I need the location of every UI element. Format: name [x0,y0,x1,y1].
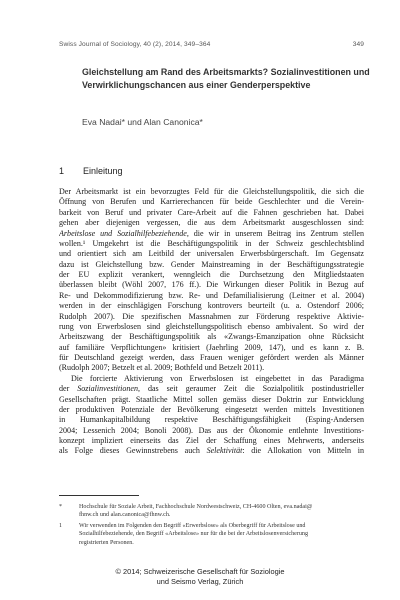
body-line: gehen aber diejenigen vergessen, die aus dem Arbeitsmarkt ausgeschlossen sind: [59,218,364,228]
body-line: der Sozialinvestitionen, das seit geraumer Zeit die Sozialpolitik postindustrieller [59,384,364,394]
body-line: barkeit von Beruf und privater Care-Arbeit auf die Fahnen geschrieben hat. Dabei [59,207,364,217]
footnotes [59,503,364,550]
emphasis: Selektivität [206,446,243,456]
section-title: Einleitung [83,166,123,176]
footnote-text [79,522,364,547]
body-line: (Rudolph 2007; Betzelt et al. 2009; Bothfeld und Betzelt 2011). [59,363,265,373]
body-line: Re- und Dekommodifizierung bzw. Re- und Defamilialisierung (Leitner et al. 2004) [59,290,364,300]
body-line: wollen.¹ Umgekehrt ist die Beschäftigungspolitik in der Schweiz geschlechtsblind [59,238,364,248]
body-text [59,187,364,457]
footnote [59,522,364,547]
body-line: Die forcierte Aktivierung von Erwerbslosen ist eingebettet in das Paradigma [71,373,364,383]
footnote [59,503,364,519]
article-authors: Eva Nadai* und Alan Canonica* [82,117,203,127]
body-line: dazu ist Gleichstellung bzw. Gender Mainstreaming in der Beschäftigungsstrategie [59,259,364,269]
copyright-notice [0,567,400,587]
footnote-line: Wir verwenden im Folgenden den Begriff «Erwerbslose» als Oberbegriff für Arbeitslose und [79,523,306,530]
body-line: Der Arbeitsmarkt ist ein bevorzugtes Feld für die Gleichstellungspolitik, die sich die [59,187,364,196]
copyright-line: und Seismo Verlag, Zürich [156,577,244,586]
footnote-rule [59,495,139,496]
footnote-line: Hochschule für Soziale Arbeit, Fachhochschule Nordwestschweiz, CH-4600 Olten, eva.nadai@ [79,504,313,510]
body-line: 2004; Lessenich 2004; Bonoli 2008). Das aus der Ökonomie entlehnte Investitions- [59,425,364,435]
body-line: in Humankapitalbildung respektive Beschäftigungsfähigkeit (Esping-Andersen [59,415,364,425]
body-line: Arbeitszwang der Beschäftigungspolitik als «Zwangs-Emanzipation ohne Rücksicht [59,332,364,342]
body-line: als Folge dieses Gewinnstrebens auch Selektivität: die Allokation von Mitteln in [59,446,364,456]
running-head [59,41,364,48]
footnote-line: registrierten Personen. [79,539,134,546]
body-line: überlassen bleibt (Wöhl 2007, 176 ff.). Die Wirkungen dieser Politik in Bezug auf [59,280,364,290]
body-line: der EU explizit verankert, wenngleich die Durchsetzung den Mitgliedstaaten [59,270,364,279]
copyright-line: © 2014; Schweizerische Gesellschaft für Soziologie [115,567,285,576]
body-line: für Deutschland gezeigt werden, dass Frauen weniger gefördert werden als Männer [59,353,364,362]
page-number: 349 [352,41,364,48]
body-line: und orientiert sich am Leitbild der universalen Erwerbsbürgerschaft. Im Gegensatz [59,249,364,259]
body-line: werden in der einschlägigen Forschung kontrovers beurteilt (u. a. Ostendorf 2006; [59,301,364,311]
body-line: auf familiäre Verpflichtungen» kritisiert (Jaehrling 2009, 147), und es kann z. B. [59,342,364,352]
body-line: Rudolph 2007). Die spezifischen Massnahmen zur Förderung respektive Aktivie- [59,311,364,321]
body-line: konzept impliziert einerseits das Ziel der Schaffung eines Mehrwerts, anderseits [59,436,364,445]
article-title-line: Gleichstellung am Rand des Arbeitsmarkts? Sozialinvestitionen und [82,67,370,77]
footnote-line: Sozialhilfebeziehende, den Begriff «Arbeitslose» nur für die bei der Arbeitslosenversicherung [79,531,309,538]
emphasis: Arbeitslose und Sozialhilfebeziehende [59,228,187,238]
body-line: Öffnung von Berufen und Karrierechancen für beide Geschlechter und die Verein- [59,197,364,207]
body-line: rung von Erwerbslosen sind gleichstellungspolitisch ebenso ambivalent. So wird der [59,321,364,331]
footnote-marker: 1 [59,523,63,530]
footnote-line: fhnw.ch und alan.canonica@fhnw.ch. [79,512,171,519]
body-line: der produktiven Potenziale der Bevölkerung eingesetzt werden mittels Investitionen [59,404,364,414]
article-title [82,66,370,91]
article-title-line: Verwirklichungschancen aus einer Genderperspektive [82,79,311,90]
section-number: 1 [59,166,65,176]
emphasis: Sozialinvestitionen [77,384,138,394]
section-heading [59,166,123,176]
body-line: Gesellschaften prägt. Staatliche Mittel sollen gemäss dieser Doktrin zur Entwicklung [59,394,364,404]
footnote-text [79,503,364,519]
body-line: Arbeitslose und Sozialhilfebeziehende, die wir in unserem Beitrag ins Zentrum stellen [59,228,364,238]
footnote-marker: * [59,504,63,510]
journal-citation: Swiss Journal of Sociology, 40 (2), 2014, 349–364 [59,41,211,48]
